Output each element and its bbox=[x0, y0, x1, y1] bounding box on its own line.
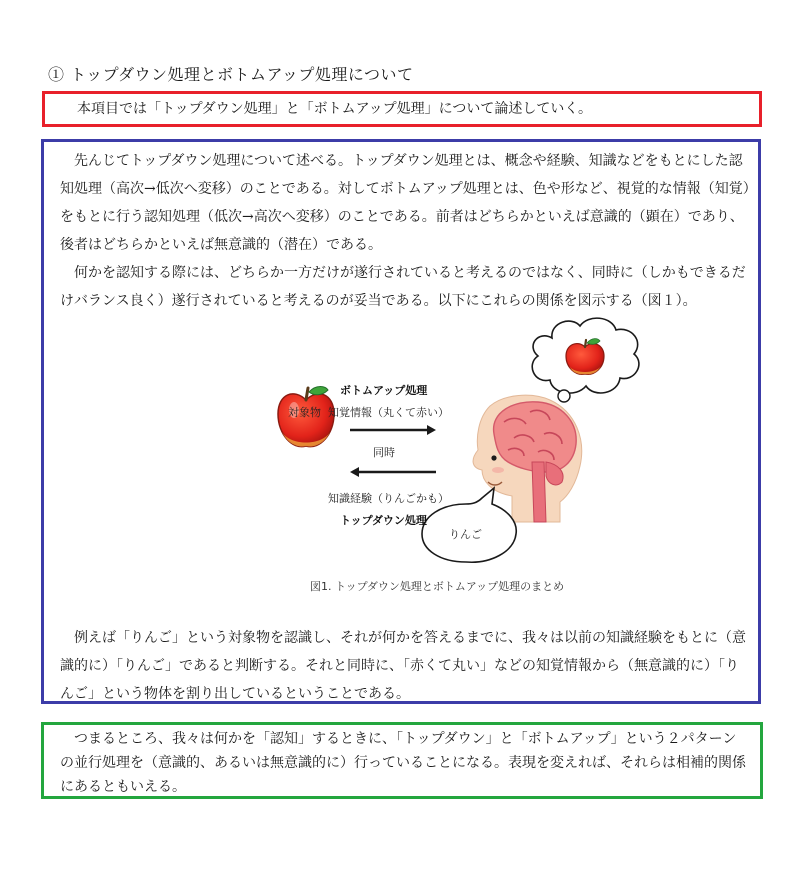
bottom-up-label: ボトムアップ処理 bbox=[340, 384, 428, 397]
perception-label: 知覚情報（丸くて赤い） bbox=[328, 406, 449, 419]
main-paragraph-2: 何かを認知する際には、どちらか一方だけが遂行されていると考えるのではなく、同時に（しかもできるだけバランス良く）遂行されていると考えるのが妥当である。以下にこれらの関係を図示する（図１）。 bbox=[60, 265, 746, 309]
simultaneous-label: 同時 bbox=[373, 446, 395, 459]
conclusion-text: つまるところ、我々は何かを「認知」するときに、「トップダウン」と「ボトムアップ」という２パターンの並行処理を（意識的、あるいは無意識的に）行っていることになる。表現を変えれば、それらは相補的関係にあるともいえる。 bbox=[60, 731, 746, 795]
main-paragraph-3: 例えば「りんご」という対象物を認識し、それが何かを答えるまでに、我々は以前の知識経験をもとに（意識的に）「りんご」であると判断する。それと同時に、「赤くて丸い」などの知覚情報から（無意識的に）「りんご」という物体を割り出しているということである。 bbox=[60, 630, 746, 702]
knowledge-label: 知識経験（りんごかも） bbox=[328, 492, 449, 505]
figure-illustration bbox=[232, 312, 652, 602]
figure-1 bbox=[232, 312, 652, 602]
speech-text: りんご bbox=[449, 528, 482, 541]
object-label: 対象物 bbox=[288, 406, 321, 419]
intro-text: 本項目では「トップダウン処理」と「ボトムアップ処理」について論述していく。 bbox=[77, 101, 593, 117]
figure-caption: 図1. トップダウン処理とボトムアップ処理のまとめ bbox=[310, 580, 565, 593]
section-heading: ① トップダウン処理とボトムアップ処理について bbox=[48, 65, 414, 84]
main-paragraph-1: 先んじてトップダウン処理について述べる。トップダウン処理とは、概念や経験、知識などをもとにした認知処理（高次→低次へ変移）のことである。対してボトムアップ処理とは、色や形など、視覚的な情報（知覚）をもとに行う認知処理（低次→高次へ変移）のことである。前者はどちらかといえば意識的（顕在）であり、後者はどちらかといえば無意識的（潜在）である。 bbox=[60, 153, 750, 253]
top-down-arrow bbox=[350, 467, 436, 477]
intro-box bbox=[42, 91, 762, 127]
main-box bbox=[41, 139, 761, 704]
bottom-up-arrow bbox=[350, 425, 436, 435]
conclusion-box bbox=[41, 722, 763, 799]
top-down-label: トップダウン処理 bbox=[340, 514, 427, 527]
